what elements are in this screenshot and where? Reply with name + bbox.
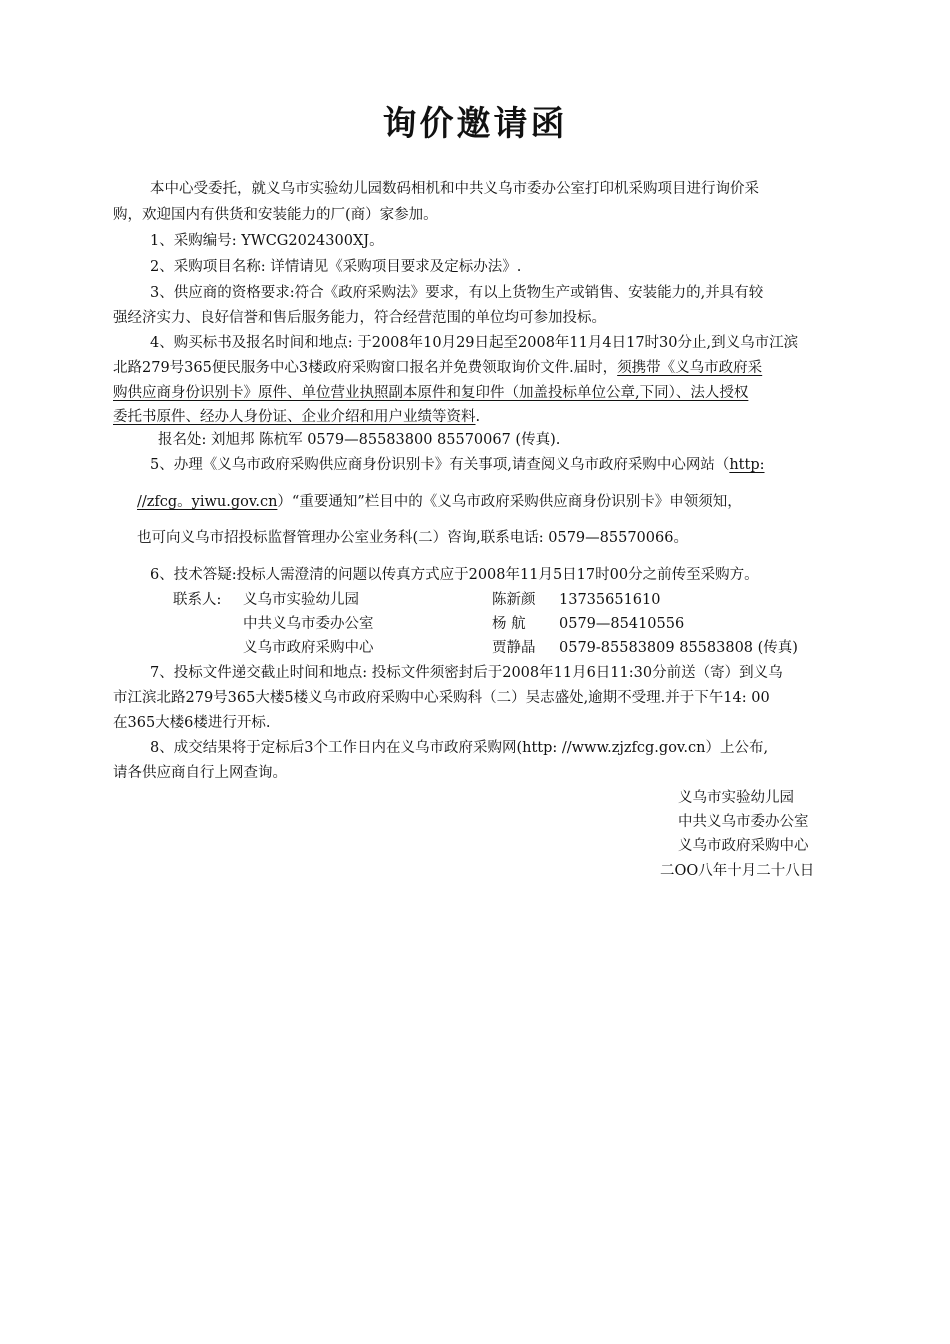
item-6-line-1: 6、技术答疑:投标人需澄清的问题以传真方式应于2008年11月5日17时00分之前传至采购方。	[150, 567, 759, 583]
intro-line-2: 购，欢迎国内有供货和安装能力的厂(商）家参加。	[113, 207, 438, 223]
item-3-qualification-line-2: 强经济实力、良好信誉和售后服务能力，符合经营范围的单位均可参加投标。	[113, 310, 606, 326]
contact-person: 杨 航	[492, 616, 526, 632]
item-4-line-4	[113, 405, 480, 429]
contact-person: 陈新颜	[492, 592, 536, 608]
item-4-required-docs-middle: 购供应商身份识别卡》原件、单位营业执照副本原件和复印件（加盖投标单位公章,下同）、法人授权	[113, 385, 749, 401]
item-7-line-1: 7、投标文件递交截止时间和地点: 投标文件须密封后于2008年11月6日11:30分前送（寄）到义乌	[150, 665, 783, 681]
item-5-line-1-text: 5、办理《义乌市政府采购供应商身份识别卡》有关事项,请查阅义乌市政府采购中心网站（	[150, 457, 730, 473]
contact-org: 中共义乌市委办公室	[243, 616, 374, 632]
signature-date: 二OO八年十月二十八日	[660, 863, 815, 879]
item-8-line-2: 请各供应商自行上网查询。	[113, 765, 287, 781]
item-4-line-3	[113, 381, 748, 405]
item-2-project-name: 2、采购项目名称: 详情请见《采购项目要求及定标办法》.	[150, 259, 522, 275]
item-4-line-4-tail: .	[475, 409, 481, 425]
item-4-line-2-text: 北路279号365便民服务中心3楼政府采购窗口报名并免费领取询价文件.届时，	[113, 360, 618, 376]
contact-org: 义乌市政府采购中心	[243, 640, 374, 656]
contact-label: 联系人:	[173, 592, 222, 608]
contact-person: 贾静晶	[492, 640, 536, 656]
item-8-line-1: 8、成交结果将于定标后3个工作日内在义乌市政府采购网(http: //www.zjzfcg.gov.cn）上公布,	[150, 740, 769, 756]
registration-contact: 报名处: 刘旭邦 陈杭军 0579—85583800 85570067 (传真).	[158, 432, 561, 448]
item-5-line-2-text: ）“重要通知”栏目中的《义乌市政府采购供应商身份识别卡》申领须知，	[277, 494, 742, 510]
item-5-line-2	[137, 490, 742, 514]
item-7-line-3: 在365大楼6楼进行开标.	[113, 715, 271, 731]
document-title: 询价邀请函	[382, 104, 568, 144]
item-7-line-2: 市江滨北路279号365大楼5楼义乌市政府采购中心采购科（二）吴志盛处,逾期不受理.并于下午14: 00	[113, 690, 770, 706]
signature-org-2: 中共义乌市委办公室	[678, 814, 809, 830]
website-link-part-2[interactable]: //zfcg。yiwu.gov.cn	[137, 494, 278, 510]
signature-org-3: 义乌市政府采购中心	[678, 838, 809, 854]
item-5-line-3: 也可向义乌市招投标监督管理办公室业务科(二）咨询,联系电话: 0579—85570066。	[137, 530, 688, 546]
item-5-line-1	[150, 453, 765, 477]
intro-line-1: 本中心受委托，就义乌市实验幼儿园数码相机和中共义乌市委办公室打印机采购项目进行询价采	[150, 181, 759, 197]
contact-org: 义乌市实验幼儿园	[243, 592, 359, 608]
item-3-qualification-line-1: 3、供应商的资格要求:符合《政府采购法》要求，有以上货物生产或销售、安装能力的,并具有较	[150, 285, 764, 301]
item-4-line-2	[113, 356, 762, 380]
website-link-part-1[interactable]: http:	[729, 457, 765, 473]
contact-phone: 13735651610	[559, 592, 661, 608]
item-4-required-docs-start: 须携带《义乌市政府采	[617, 360, 763, 376]
item-4-line-1: 4、购买标书及报名时间和地点: 于2008年10月29日起至2008年11月4日17时30分止,到义乌市江滨	[150, 335, 799, 351]
item-4-required-docs-end: 委托书原件、经办人身份证、企业介绍和用户业绩等资料	[113, 409, 476, 425]
contact-phone: 0579—85410556	[559, 616, 685, 632]
signature-org-1: 义乌市实验幼儿园	[678, 790, 794, 806]
item-1-procurement-number: 1、采购编号: YWCG2024300XJ。	[150, 233, 384, 249]
contact-phone: 0579-85583809 85583808 (传真)	[559, 640, 798, 656]
